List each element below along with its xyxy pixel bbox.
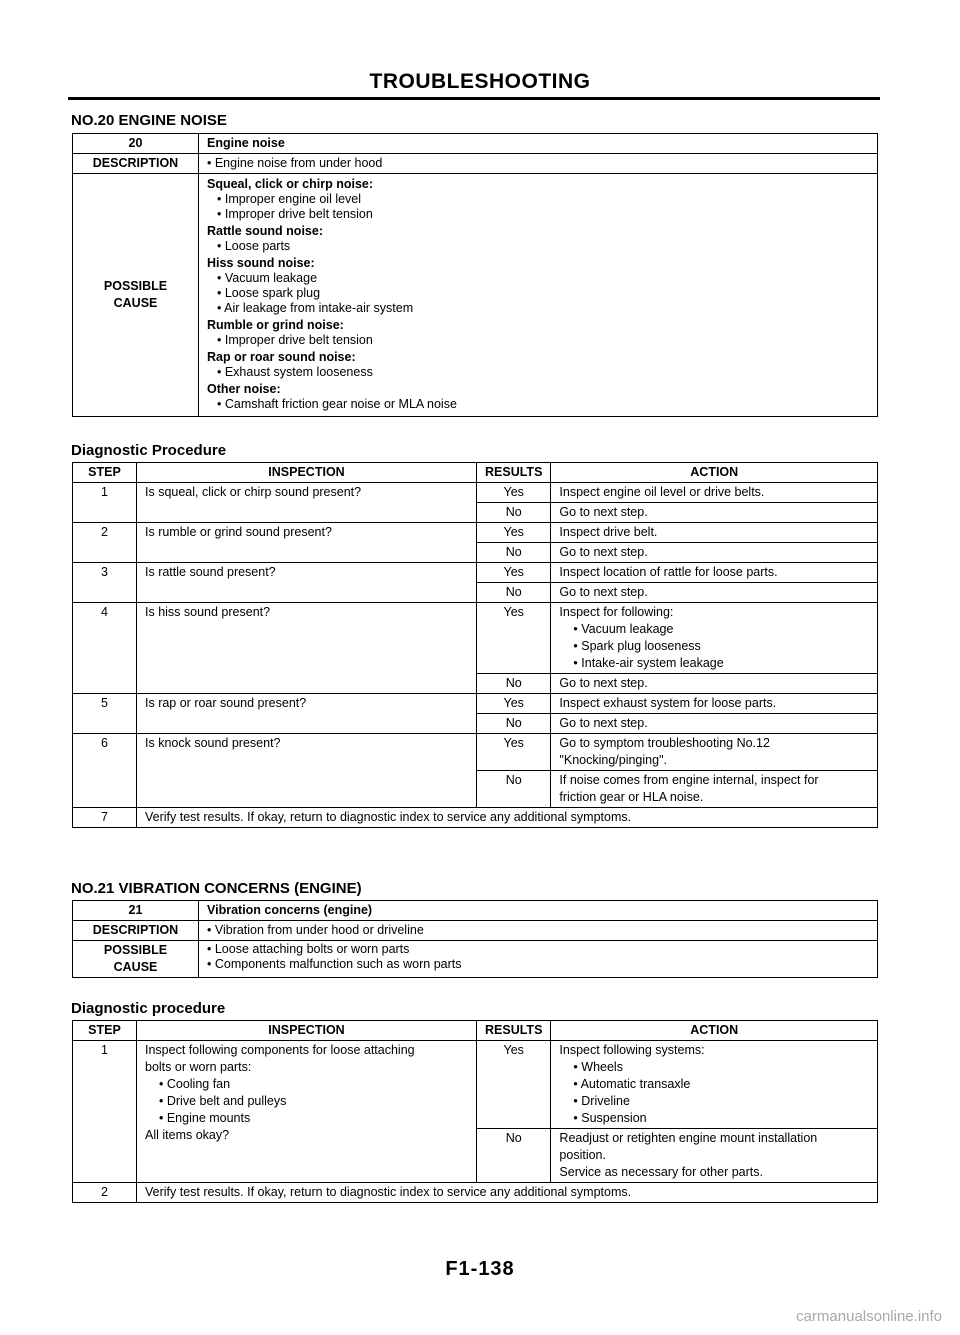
result-no: No	[477, 503, 551, 523]
inspection-text: Is rumble or grind sound present?	[137, 523, 477, 563]
col-action: ACTION	[551, 1021, 878, 1041]
possible-cause-label	[73, 941, 199, 978]
result-no: No	[477, 1129, 551, 1183]
step-row	[73, 694, 878, 714]
col-results: RESULTS	[477, 463, 551, 483]
result-no: No	[477, 714, 551, 734]
cause-item: • Loose spark plug	[217, 286, 321, 300]
diagnostic-procedure-heading-2: Diagnostic procedure	[71, 1000, 226, 1017]
text-line: • Drive belt and pulleys	[159, 1094, 287, 1108]
action-line: Go to next step.	[559, 716, 648, 730]
action-text	[551, 523, 878, 543]
page-number: F1-138	[445, 1258, 515, 1280]
inspection-text: Is rattle sound present?	[137, 563, 477, 603]
text-line: bolts or worn parts:	[145, 1060, 252, 1074]
cause-group-title: Rumble or grind noise:	[207, 318, 344, 332]
possible-cause-list	[199, 941, 878, 978]
step-number: 4	[73, 603, 137, 694]
action-line: Go to next step.	[559, 505, 648, 519]
action-text	[551, 714, 878, 734]
text-line: • Suspension	[573, 1111, 647, 1125]
result-yes: Yes	[477, 523, 551, 543]
result-no: No	[477, 771, 551, 808]
text-line: • Wheels	[573, 1060, 623, 1074]
step-number: 5	[73, 694, 137, 734]
col-inspection: INSPECTION	[137, 463, 477, 483]
cause-group-title: Hiss sound noise:	[207, 256, 315, 270]
step-number: 1	[73, 1041, 137, 1183]
description-text: • Engine noise from under hood	[199, 154, 878, 174]
text-line: Inspect following components for loose attaching	[145, 1043, 415, 1057]
action-text	[551, 483, 878, 503]
final-step-text: Verify test results. If okay, return to diagnostic index to service any additional symptoms.	[137, 808, 878, 828]
result-no: No	[477, 674, 551, 694]
action-text	[551, 603, 878, 674]
col-action: ACTION	[551, 463, 878, 483]
step-number: 6	[73, 734, 137, 808]
result-no: No	[477, 543, 551, 563]
inspection-text: Is hiss sound present?	[137, 603, 477, 694]
action-line: Go to next step.	[559, 585, 648, 599]
step-number: 7	[73, 808, 137, 828]
cause-item: • Improper drive belt tension	[217, 333, 373, 347]
cause-group-title: Other noise:	[207, 382, 281, 396]
action-line: Inspect location of rattle for loose parts.	[559, 565, 778, 579]
possible-cause-label-text: POSSIBLE CAUSE	[103, 943, 168, 974]
action-text	[551, 771, 878, 808]
cause-item: • Improper engine oil level	[217, 192, 362, 206]
possible-cause-label-text: POSSIBLE CAUSE	[103, 279, 168, 310]
title-rule	[68, 97, 880, 100]
action-line: • Intake-air system leakage	[573, 656, 724, 670]
result-yes: Yes	[477, 694, 551, 714]
text-line: • Driveline	[573, 1094, 630, 1108]
step-number: 2	[73, 523, 137, 563]
text-line: Service as necessary for other parts.	[559, 1165, 763, 1179]
step-row	[73, 523, 878, 543]
action-line: Go to next step.	[559, 676, 648, 690]
final-step-row	[73, 1183, 878, 1203]
col-step: STEP	[73, 463, 137, 483]
result-yes: Yes	[477, 1041, 551, 1129]
vibration-table	[72, 900, 878, 978]
result-yes: Yes	[477, 563, 551, 583]
step-number: 2	[73, 1183, 137, 1203]
symptom-number: 20	[73, 134, 199, 154]
cause-group-title: Squeal, click or chirp noise:	[207, 177, 374, 191]
cause-item: • Vacuum leakage	[217, 271, 318, 285]
text-line: • Automatic transaxle	[573, 1077, 691, 1091]
description-label: DESCRIPTION	[73, 154, 199, 174]
text-line: • Engine mounts	[159, 1111, 251, 1125]
final-step-text: Verify test results. If okay, return to diagnostic index to service any additional symptoms.	[137, 1183, 878, 1203]
cause-item: • Loose parts	[217, 239, 291, 253]
action-text	[551, 694, 878, 714]
step-row	[73, 734, 878, 771]
cause-item: • Improper drive belt tension	[217, 207, 373, 221]
engine-noise-table	[72, 133, 878, 417]
inspection-text: Is rap or roar sound present?	[137, 694, 477, 734]
action-line: "Knocking/pinging".	[559, 753, 667, 767]
result-yes: Yes	[477, 483, 551, 503]
diagnostic-procedure-table	[72, 462, 878, 828]
action-no	[551, 1129, 878, 1183]
result-no: No	[477, 583, 551, 603]
col-inspection: INSPECTION	[137, 1021, 477, 1041]
step-number: 3	[73, 563, 137, 603]
action-text	[551, 674, 878, 694]
inspection-text: Is squeal, click or chirp sound present?	[137, 483, 477, 523]
cause-item: • Exhaust system looseness	[217, 365, 373, 379]
text-line: Inspect following systems:	[559, 1043, 705, 1057]
cause-item: • Air leakage from intake-air system	[217, 301, 414, 315]
description-text: • Vibration from under hood or driveline	[199, 921, 878, 941]
possible-cause-label	[73, 174, 199, 417]
cause-item: • Components malfunction such as worn parts	[207, 957, 462, 971]
text-line: position.	[559, 1148, 606, 1162]
action-yes	[551, 1041, 878, 1129]
step-number: 1	[73, 483, 137, 523]
action-text	[551, 543, 878, 563]
action-line: • Spark plug looseness	[573, 639, 701, 653]
action-line: • Vacuum leakage	[573, 622, 674, 636]
col-step: STEP	[73, 1021, 137, 1041]
action-text	[551, 563, 878, 583]
cause-item: • Camshaft friction gear noise or MLA noise	[217, 397, 457, 411]
step-row	[73, 483, 878, 503]
action-text	[551, 583, 878, 603]
diagnostic-procedure-heading: Diagnostic Procedure	[71, 442, 227, 459]
step-row	[73, 603, 878, 674]
vibration-heading: NO.21 VIBRATION CONCERNS (ENGINE)	[71, 880, 362, 897]
result-yes: Yes	[477, 603, 551, 674]
step-row	[73, 1041, 878, 1129]
cause-item: • Loose attaching bolts or worn parts	[207, 942, 410, 956]
symptom-name: Vibration concerns (engine)	[199, 901, 878, 921]
inspection-text: Is knock sound present?	[137, 734, 477, 808]
inspection-text	[137, 1041, 477, 1183]
action-line: Inspect for following:	[559, 605, 674, 619]
diagnostic-procedure-table-2	[72, 1020, 878, 1203]
watermark: carmanualsonline.info	[796, 1308, 942, 1325]
text-line: • Cooling fan	[159, 1077, 231, 1091]
action-line: If noise comes from engine internal, inspect for	[559, 773, 819, 787]
symptom-number: 21	[73, 901, 199, 921]
action-line: Go to next step.	[559, 545, 648, 559]
page-title: TROUBLESHOOTING	[369, 70, 591, 93]
symptom-name: Engine noise	[199, 134, 878, 154]
action-line: Inspect engine oil level or drive belts.	[559, 485, 765, 499]
description-label: DESCRIPTION	[73, 921, 199, 941]
step-row	[73, 563, 878, 583]
cause-group-title: Rattle sound noise:	[207, 224, 323, 238]
action-line: Inspect exhaust system for loose parts.	[559, 696, 777, 710]
col-results: RESULTS	[477, 1021, 551, 1041]
action-text	[551, 734, 878, 771]
text-line: Readjust or retighten engine mount installation	[559, 1131, 818, 1145]
possible-cause-list	[199, 174, 878, 417]
action-line: Inspect drive belt.	[559, 525, 658, 539]
cause-group-title: Rap or roar sound noise:	[207, 350, 356, 364]
action-text	[551, 503, 878, 523]
final-step-row	[73, 808, 878, 828]
text-line: All items okay?	[145, 1128, 230, 1142]
action-line: friction gear or HLA noise.	[559, 790, 704, 804]
result-yes: Yes	[477, 734, 551, 771]
action-line: Go to symptom troubleshooting No.12	[559, 736, 770, 750]
engine-noise-heading: NO.20 ENGINE NOISE	[71, 112, 227, 129]
